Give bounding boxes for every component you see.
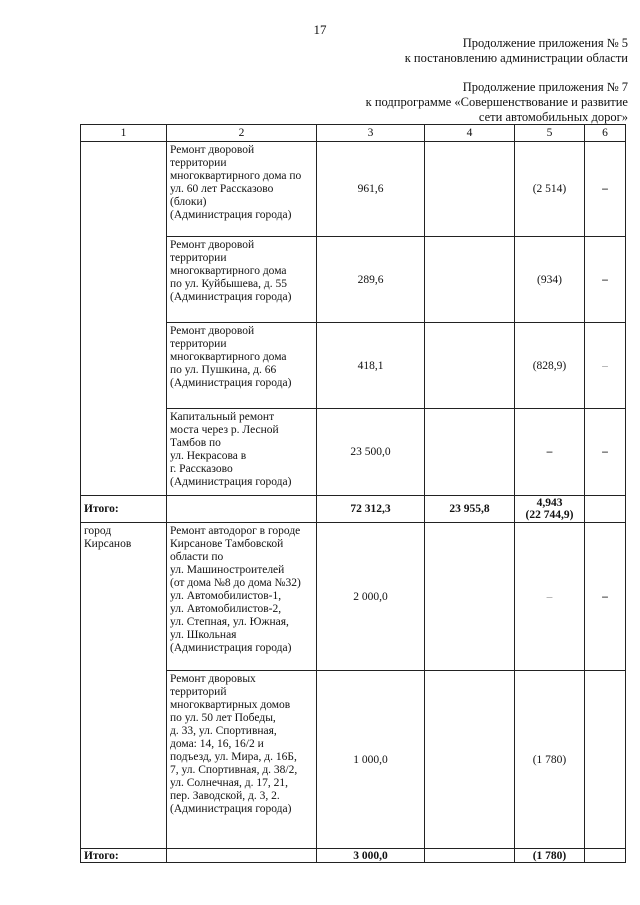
total-col6 bbox=[585, 496, 626, 523]
total-col6 bbox=[585, 849, 626, 863]
project-description bbox=[167, 523, 317, 671]
continuation-line: сети автомобильных дорог» bbox=[478, 110, 628, 124]
description-line: ул. Автомобилистов-1, bbox=[170, 590, 282, 602]
funding-table bbox=[80, 124, 626, 863]
description-line: (Администрация города) bbox=[170, 209, 292, 221]
continuation-line: к подпрограмме «Совершенствование и развитие bbox=[365, 95, 628, 109]
total-col5 bbox=[515, 496, 585, 523]
total-col3: 3 000,0 bbox=[317, 849, 425, 863]
description-line: Ремонт дворовой bbox=[170, 325, 255, 337]
project-description bbox=[167, 409, 317, 496]
amount-col3: 2 000,0 bbox=[317, 523, 425, 671]
project-description bbox=[167, 142, 317, 237]
amount-col5: (1 780) bbox=[515, 671, 585, 849]
amount-col6: – bbox=[585, 523, 626, 671]
total-description bbox=[167, 849, 317, 863]
description-line: многоквартирных домов bbox=[170, 699, 291, 711]
total-col5-line: 4,943 bbox=[536, 497, 563, 509]
amount-col6: – bbox=[585, 323, 626, 409]
column-number-row bbox=[81, 125, 626, 142]
description-line: г. Рассказово bbox=[170, 463, 233, 475]
total-col3: 72 312,3 bbox=[317, 496, 425, 523]
amount-col5: (934) bbox=[515, 237, 585, 323]
column-number: 4 bbox=[425, 125, 515, 142]
amount-col5: (828,9) bbox=[515, 323, 585, 409]
table-row bbox=[81, 142, 626, 237]
description-line: 7, ул. Спортивная, д. 38/2, bbox=[170, 764, 298, 776]
table-row bbox=[81, 523, 626, 671]
description-line: Капитальный ремонт bbox=[170, 411, 275, 423]
total-col4 bbox=[425, 849, 515, 863]
description-line: ул. Солнечная, д. 17, 21, bbox=[170, 777, 289, 789]
amount-col5: (2 514) bbox=[515, 142, 585, 237]
description-line: Ремонт дворовой bbox=[170, 239, 255, 251]
column-number: 2 bbox=[167, 125, 317, 142]
description-line: по ул. Пушкина, д. 66 bbox=[170, 364, 277, 376]
amount-col6 bbox=[585, 671, 626, 849]
description-line: по ул. 50 лет Победы, bbox=[170, 712, 276, 724]
continuation-line: к постановлению администрации области bbox=[404, 51, 628, 65]
description-line: подъезд, ул. Мира, д. 16Б, bbox=[170, 751, 297, 763]
region-cell bbox=[81, 523, 167, 849]
amount-col4 bbox=[425, 142, 515, 237]
description-line: (Администрация города) bbox=[170, 291, 292, 303]
description-line: Кирсанове Тамбовской bbox=[170, 538, 284, 550]
description-line: (Администрация города) bbox=[170, 803, 292, 815]
description-line: (блоки) bbox=[170, 196, 207, 208]
continuation-line: Продолжение приложения № 5 bbox=[462, 36, 628, 50]
description-line: территории bbox=[170, 252, 227, 264]
column-number: 5 bbox=[515, 125, 585, 142]
amount-col3: 1 000,0 bbox=[317, 671, 425, 849]
total-description bbox=[167, 496, 317, 523]
continuation-header-appendix-5 bbox=[405, 36, 628, 66]
total-col4: 23 955,8 bbox=[425, 496, 515, 523]
amount-col3: 23 500,0 bbox=[317, 409, 425, 496]
region-name-line: Кирсанов bbox=[84, 538, 132, 550]
total-col5-line: (22 744,9) bbox=[525, 509, 574, 521]
description-line: по ул. Куйбышева, д. 55 bbox=[170, 278, 287, 290]
amount-col3: 289,6 bbox=[317, 237, 425, 323]
project-description bbox=[167, 323, 317, 409]
description-line: Ремонт дворовой bbox=[170, 144, 255, 156]
page-number: 17 bbox=[313, 22, 327, 37]
amount-col5: – bbox=[515, 523, 585, 671]
continuation-header-appendix-7 bbox=[366, 80, 628, 125]
total-row bbox=[81, 496, 626, 523]
amount-col6: – bbox=[585, 409, 626, 496]
description-line: Ремонт дворовых bbox=[170, 673, 256, 685]
description-line: д. 33, ул. Спортивная, bbox=[170, 725, 277, 737]
continuation-line: Продолжение приложения № 7 bbox=[462, 80, 628, 94]
description-line: ул. Некрасова в bbox=[170, 450, 247, 462]
total-col5: (1 780) bbox=[515, 849, 585, 863]
description-line: (Администрация города) bbox=[170, 476, 292, 488]
description-line: (Администрация города) bbox=[170, 377, 292, 389]
amount-col5: – bbox=[515, 409, 585, 496]
region-cell bbox=[81, 142, 167, 496]
amount-col4 bbox=[425, 671, 515, 849]
description-line: многоквартирного дома bbox=[170, 265, 287, 277]
description-line: дома: 14, 16, 16/2 и bbox=[170, 738, 264, 750]
column-number: 1 bbox=[81, 125, 167, 142]
description-line: ул. Машиностроителей bbox=[170, 564, 285, 576]
amount-col6: – bbox=[585, 142, 626, 237]
region-name-line: город bbox=[84, 525, 112, 537]
description-line: многоквартирного дома bbox=[170, 351, 287, 363]
description-line: моста через р. Лесной bbox=[170, 424, 279, 436]
description-line: территорий bbox=[170, 686, 227, 698]
description-line: пер. Заводской, д. 3, 2. bbox=[170, 790, 280, 802]
description-line: (Администрация города) bbox=[170, 642, 292, 654]
amount-col4 bbox=[425, 237, 515, 323]
description-line: (от дома №8 до дома №32) bbox=[170, 577, 301, 589]
total-label: Итого: bbox=[81, 849, 167, 863]
description-line: территории bbox=[170, 157, 227, 169]
column-number: 3 bbox=[317, 125, 425, 142]
description-line: ул. Автомобилистов-2, bbox=[170, 603, 282, 615]
description-line: Тамбов по bbox=[170, 437, 221, 449]
amount-col3: 418,1 bbox=[317, 323, 425, 409]
description-line: Ремонт автодорог в городе bbox=[170, 525, 301, 537]
amount-col3: 961,6 bbox=[317, 142, 425, 237]
description-line: ул. 60 лет Рассказово bbox=[170, 183, 274, 195]
amount-col4 bbox=[425, 323, 515, 409]
description-line: ул. Школьная bbox=[170, 629, 237, 641]
amount-col4 bbox=[425, 523, 515, 671]
amount-col6: – bbox=[585, 237, 626, 323]
project-description bbox=[167, 237, 317, 323]
total-row bbox=[81, 849, 626, 863]
description-line: многоквартирного дома по bbox=[170, 170, 302, 182]
description-line: области по bbox=[170, 551, 224, 563]
column-number: 6 bbox=[585, 125, 626, 142]
amount-col4 bbox=[425, 409, 515, 496]
description-line: ул. Степная, ул. Южная, bbox=[170, 616, 289, 628]
project-description bbox=[167, 671, 317, 849]
total-label: Итого: bbox=[81, 496, 167, 523]
description-line: территории bbox=[170, 338, 227, 350]
